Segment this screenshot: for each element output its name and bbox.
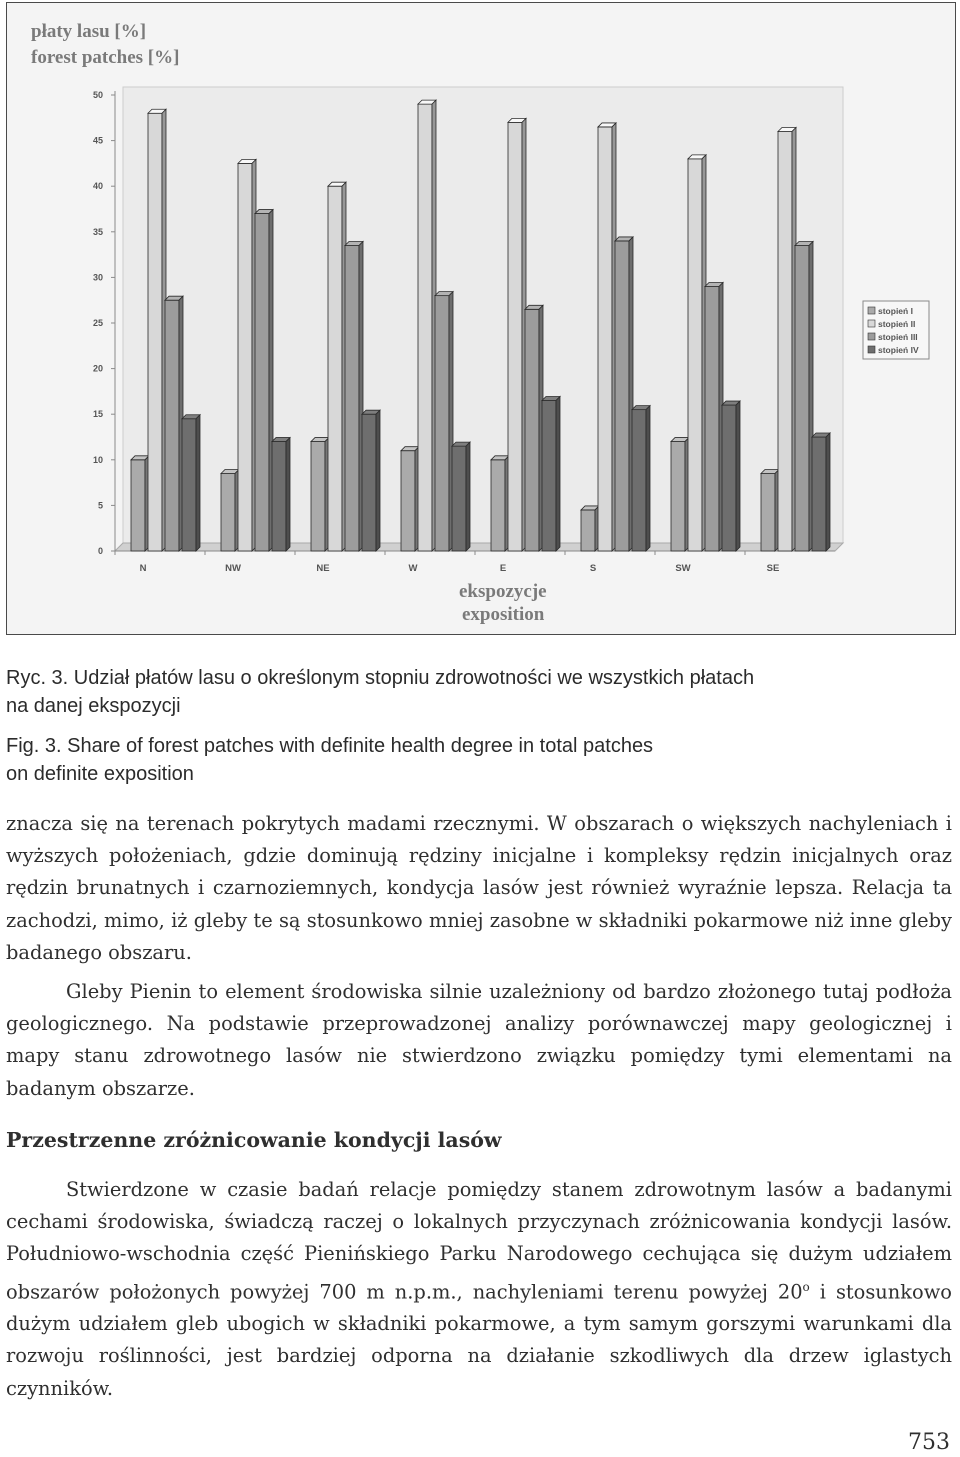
bar-front <box>328 186 342 551</box>
figure-3-chart <box>6 2 956 635</box>
x-tick-label-NE: NE <box>316 563 330 574</box>
y-axis-title-pl: płaty lasu [%] <box>31 21 147 42</box>
paragraph-3 <box>6 1174 952 1405</box>
caption-pl-line2: na danej ekspozycji <box>6 695 181 717</box>
x-tick-label-SE: SE <box>766 563 780 574</box>
bar-NW-2 <box>238 159 256 551</box>
page-number: 753 <box>908 1430 950 1455</box>
bar-front <box>632 410 646 551</box>
bar-front <box>182 419 196 551</box>
bar-front <box>508 122 522 551</box>
bar-front <box>525 309 539 551</box>
bar-front <box>165 300 179 551</box>
bar-front <box>401 451 415 551</box>
bar-E-2 <box>508 118 526 551</box>
bar-front <box>238 163 252 551</box>
bar-W-1 <box>401 447 419 551</box>
bar-front <box>491 460 505 551</box>
bar-front <box>435 296 449 551</box>
bar-front <box>598 127 612 551</box>
y-axis-title-en: forest patches [%] <box>31 47 180 68</box>
bar-front <box>311 442 325 551</box>
bar-front <box>542 401 556 551</box>
bar-N-4 <box>182 415 200 551</box>
bar-SE-4 <box>812 433 830 551</box>
y-tick-label: 40 <box>92 181 103 192</box>
y-tick-label: 25 <box>92 318 103 328</box>
bar-front <box>362 414 376 551</box>
bar-N-2 <box>148 109 166 551</box>
bar-NW-1 <box>221 469 239 551</box>
y-tick-label: 50 <box>92 90 103 100</box>
bar-front <box>452 446 466 551</box>
bar-W-3 <box>435 292 453 551</box>
bar-front <box>812 437 826 551</box>
paragraph-1: znacza się na terenach pokrytych madami rzecznymi. W obszarach o większych nachyleniach i wyższych położeniach, gdzie dominują rędziny inicjalne i kompleksy rędzin inicjalnych oraz rędzin brunatnych i czarnoziemnych, kondycja lasów jest również wyraźnie lepsza. Relacja ta zachodzi, mimo, iż gleby te są stosunkowo mniej zasobne w składniki pokarmowe niż inne gleby badanego obszaru. <box>6 812 952 964</box>
bar-front <box>761 473 775 551</box>
section-heading: Przestrzenne zróżnicowanie kondycji lasów <box>6 1128 502 1152</box>
legend-label-3: stopień III <box>878 332 918 342</box>
bar-NE-2 <box>328 182 346 551</box>
bar-front <box>255 214 269 551</box>
bar-front <box>272 442 286 551</box>
bar-side <box>376 410 380 551</box>
bar-SW-4 <box>722 401 740 551</box>
y-tick-label: 0 <box>97 546 103 556</box>
bar-front <box>345 245 359 551</box>
legend-swatch-4 <box>868 346 875 353</box>
caption-en-line2: on definite exposition <box>6 763 194 785</box>
legend-swatch-2 <box>868 320 875 327</box>
bar-front <box>671 442 685 551</box>
legend-label-4: stopień IV <box>878 345 919 355</box>
x-tick-label-N: N <box>139 563 147 574</box>
bar-NE-4 <box>362 410 380 551</box>
x-axis-title-en: exposition <box>462 604 545 625</box>
bar-side <box>736 401 740 551</box>
bar-S-1 <box>581 506 599 551</box>
paragraph-3-part-b: i stosunkowo dużym udziałem gleb ubogich w składniki pokarmowe, a tym samym gorszymi warunkami dla rozwoju roślinności, jest bardziej odporna na działanie szkodliwych dla drzew iglastych czynników. <box>6 1280 952 1400</box>
bar-front <box>615 241 629 551</box>
bar-side <box>466 442 470 551</box>
x-tick-label-W: W <box>408 563 418 574</box>
paragraph-3-part-a: Stwierdzone w czasie badań relacje pomiędzy stanem zdrowotnym lasów a badanymi cechami środowiska, świadczą raczej o lokalnych przyczynach zróżnicowania kondycji lasów. Południowo-wschodnia część Pienińskiego Parku Narodowego cechująca się dużym udziałem obszarów położonych powyżej 700 m n.p.m., nachyleniami terenu powyżej 20 <box>6 1178 952 1304</box>
bar-front <box>418 104 432 551</box>
bar-E-3 <box>525 305 543 551</box>
legend-swatch-1 <box>868 307 875 314</box>
bar-side <box>556 397 560 551</box>
bar-NE-1 <box>311 438 329 551</box>
bar-SE-2 <box>778 127 796 551</box>
bar-side <box>286 438 290 551</box>
x-tick-label-E: E <box>499 563 507 574</box>
legend-swatch-3 <box>868 333 875 340</box>
bar-S-2 <box>598 123 616 551</box>
bar-SW-1 <box>671 438 689 551</box>
bar-SW-3 <box>705 283 723 551</box>
bar-W-4 <box>452 442 470 551</box>
bar-chart <box>7 3 957 636</box>
y-tick-label: 45 <box>92 135 103 146</box>
bar-N-3 <box>165 296 183 551</box>
x-tick-label-S: S <box>589 563 597 574</box>
y-tick-label: 5 <box>97 500 103 511</box>
bar-SE-3 <box>795 241 813 551</box>
x-tick-label-NW: NW <box>225 563 241 574</box>
bar-NE-3 <box>345 241 363 551</box>
paragraph-2: Gleby Pienin to element środowiska silnie uzależniony od bardzo złożonego tutaj podłoża geologicznego. Na podstawie przeprowadzonej analizy porównawczej mapy geologicznej i mapy stanu zdrowotnego lasów nie stwierdzono związku pomiędzy tymi elementami na badanym obszarze. <box>6 980 952 1100</box>
bar-front <box>221 473 235 551</box>
bar-NW-3 <box>255 210 273 551</box>
bar-front <box>795 245 809 551</box>
y-tick-label: 35 <box>92 226 103 237</box>
bar-side <box>826 433 830 551</box>
bar-front <box>131 460 145 551</box>
bar-SE-1 <box>761 469 779 551</box>
bar-front <box>581 510 595 551</box>
bar-side <box>646 406 650 551</box>
bar-front <box>722 405 736 551</box>
bar-S-3 <box>615 237 633 551</box>
legend-label-2: stopień II <box>878 319 916 329</box>
bar-E-1 <box>491 456 509 551</box>
caption-pl-line1: Ryc. 3. Udział płatów lasu o określonym stopniu zdrowotności we wszystkich płatach <box>6 667 755 689</box>
legend-label-1: stopień I <box>878 306 913 316</box>
y-tick-label: 15 <box>92 409 103 420</box>
bar-front <box>148 113 162 551</box>
x-axis-title-pl: ekspozycje <box>459 581 547 602</box>
x-tick-label-SW: SW <box>675 563 691 574</box>
bar-N-1 <box>131 456 149 551</box>
bar-side <box>196 415 200 551</box>
bar-W-2 <box>418 100 436 551</box>
bar-NW-4 <box>272 438 290 551</box>
y-tick-label: 10 <box>92 454 103 465</box>
bar-SW-2 <box>688 155 706 551</box>
bar-E-4 <box>542 397 560 551</box>
bar-front <box>688 159 702 551</box>
y-tick-label: 30 <box>92 272 103 283</box>
bar-front <box>778 131 792 551</box>
bar-front <box>705 287 719 551</box>
caption-en-line1: Fig. 3. Share of forest patches with definite health degree in total patches <box>6 735 654 757</box>
bar-S-4 <box>632 406 650 551</box>
y-tick-label: 20 <box>92 363 103 374</box>
degree-superscript: o <box>802 1279 810 1294</box>
